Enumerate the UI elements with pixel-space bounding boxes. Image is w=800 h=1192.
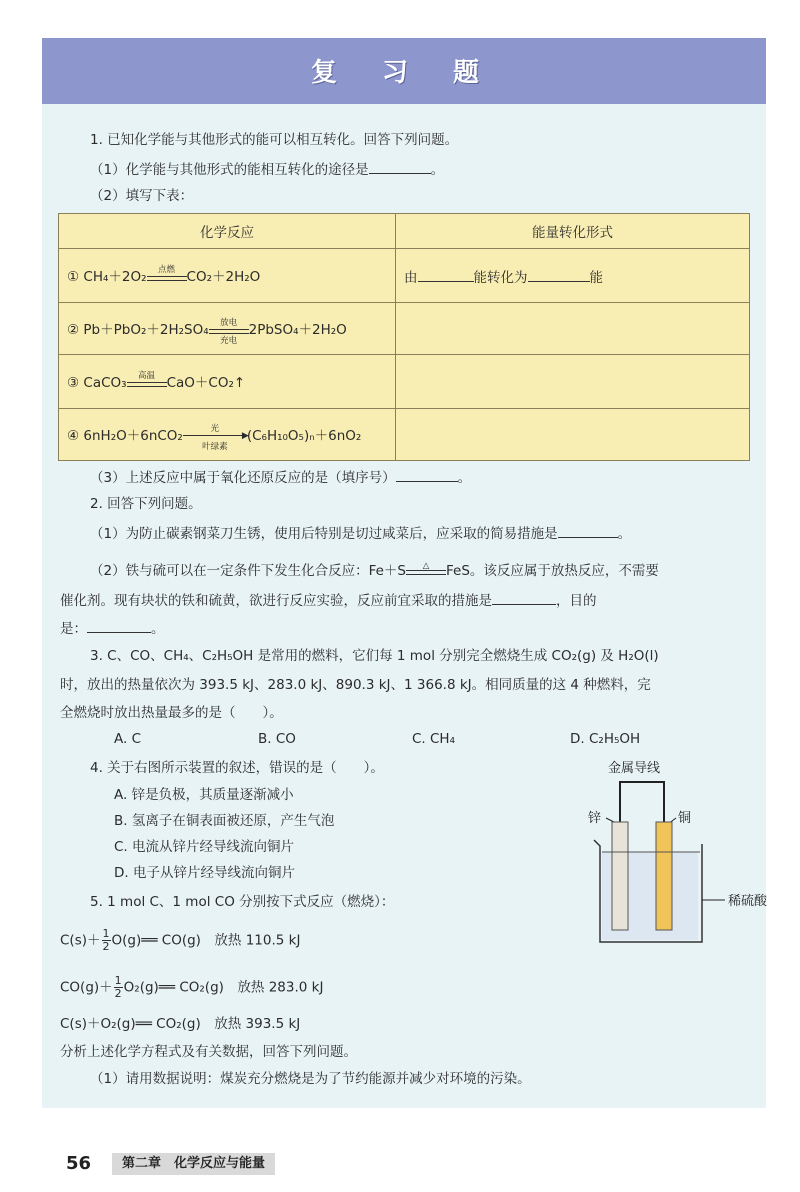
energy-form-2 [396,303,750,355]
reaction-2: ② Pb＋PbO₂＋2H₂SO₄ 放电 充电 2PbSO₄＋2H₂O [59,303,396,355]
table-header-reaction: 化学反应 [59,214,396,249]
q4-option-c: C. 电流从锌片经导线流向铜片 [114,839,295,855]
q5-part1: （1）请用数据说明：煤炭充分燃烧是为了节约能源并减少对环境的污染。 [90,1071,531,1087]
q3-option-a: A. C [114,731,142,747]
q3-option-c: C. CH₄ [412,731,455,747]
wire-label: 金属导线 [608,761,661,776]
q3-option-b: B. CO [258,731,296,747]
q5-equation-2: CO(g)＋ $\frac{1}{2}$ O₂(g)══ CO₂(g) 放热 283.0 kJ [60,974,324,1000]
q2-part1: （1）为防止碳素钢菜刀生锈，使用后特别是切过咸菜后，应采取的简易措施是 。 [90,523,631,543]
table-header-energy: 能量转化形式 [396,214,750,249]
table-row [59,303,750,355]
q4-option-a: A. 锌是负极，其质量逐渐减小 [114,787,294,803]
q3-line2: 时，放出的热量依次为 393.5 kJ、283.0 kJ、890.3 kJ、1 366.8 kJ。相同质量的这 4 种燃料，完 [60,677,651,693]
q1-part1: （1）化学能与其他形式的能相互转化的途径是 。 [90,159,444,179]
q3-line3: 全燃烧时放出热量最多的是（ ）。 [60,705,283,721]
q2-stem: 2. 回答下列问题。 [90,496,202,512]
page-title: 复 习 题 [310,58,498,88]
q4-option-d: D. 电子从锌片经导线流向铜片 [114,865,295,881]
q1-part2: （2）填写下表： [90,188,194,204]
q1-part3: （3）上述反应中属于氧化还原反应的是（填序号） 。 [90,467,471,487]
energy-form-1: 由 能转化为 能 [396,249,750,303]
q2-part2-line3: 是： 。 [60,618,165,638]
q5-equation-3: C(s)＋O₂(g)══ CO₂(g) 放热 393.5 kJ [60,1016,301,1032]
q3-option-d: D. C₂H₅OH [570,731,641,747]
galvanic-cell-figure [580,752,780,962]
reaction-table [58,213,750,461]
q3-line1: 3. C、CO、CH₄、C₂H₅OH 是常用的燃料，它们每 1 mol 分别完全燃烧生成 CO₂(g) 及 H₂O(l) [90,648,659,664]
q5-analysis: 分析上述化学方程式及有关数据，回答下列问题。 [60,1044,357,1060]
reaction-4: ④ 6nH₂O＋6nCO₂ 光 ▶ 叶绿素 (C₆H₁₀O₅)ₙ＋6nO₂ [59,409,396,461]
copper-electrode [656,822,672,930]
q5-equation-1: C(s)＋ $\frac{1}{2}$ O(g)══ CO(g) 放热 110.5 kJ [60,927,301,953]
table-row [59,355,750,409]
chapter-label: 第二章 化学反应与能量 [112,1153,275,1175]
q5-stem: 5. 1 mol C、1 mol CO 分别按下式反应（燃烧）： [90,894,395,910]
q1-stem: 1. 已知化学能与其他形式的能可以相互转化。回答下列问题。 [90,132,459,148]
energy-form-4 [396,409,750,461]
table-row [59,409,750,461]
q4-stem: 4. 关于右图所示装置的叙述，错误的是（ ）。 [90,760,384,776]
zinc-electrode [612,822,628,930]
q2-part2-line1: （2）铁与硫可以在一定条件下发生化合反应：Fe＋S △ FeS。该反应属于放热反应，不需要 [90,561,659,579]
zinc-label: 锌 [588,811,602,826]
q2-part2-line2: 催化剂。现有块状的铁和硫黄，欲进行反应实验，反应前宜采取的措施是 ，目的 [60,590,597,610]
reaction-3: ③ CaCO₃ 高温 CaO＋CO₂↑ [59,355,396,409]
review-banner [42,38,766,104]
page-number: 56 [66,1153,92,1174]
copper-label: 铜 [678,811,692,826]
q4-option-b: B. 氢离子在铜表面被还原，产生气泡 [114,813,335,829]
energy-form-3 [396,355,750,409]
acid-label: 稀硫酸 [728,894,768,909]
table-row [59,249,750,303]
reaction-1: ① CH₄＋2O₂ 点燃 CO₂＋2H₂O [59,249,396,303]
